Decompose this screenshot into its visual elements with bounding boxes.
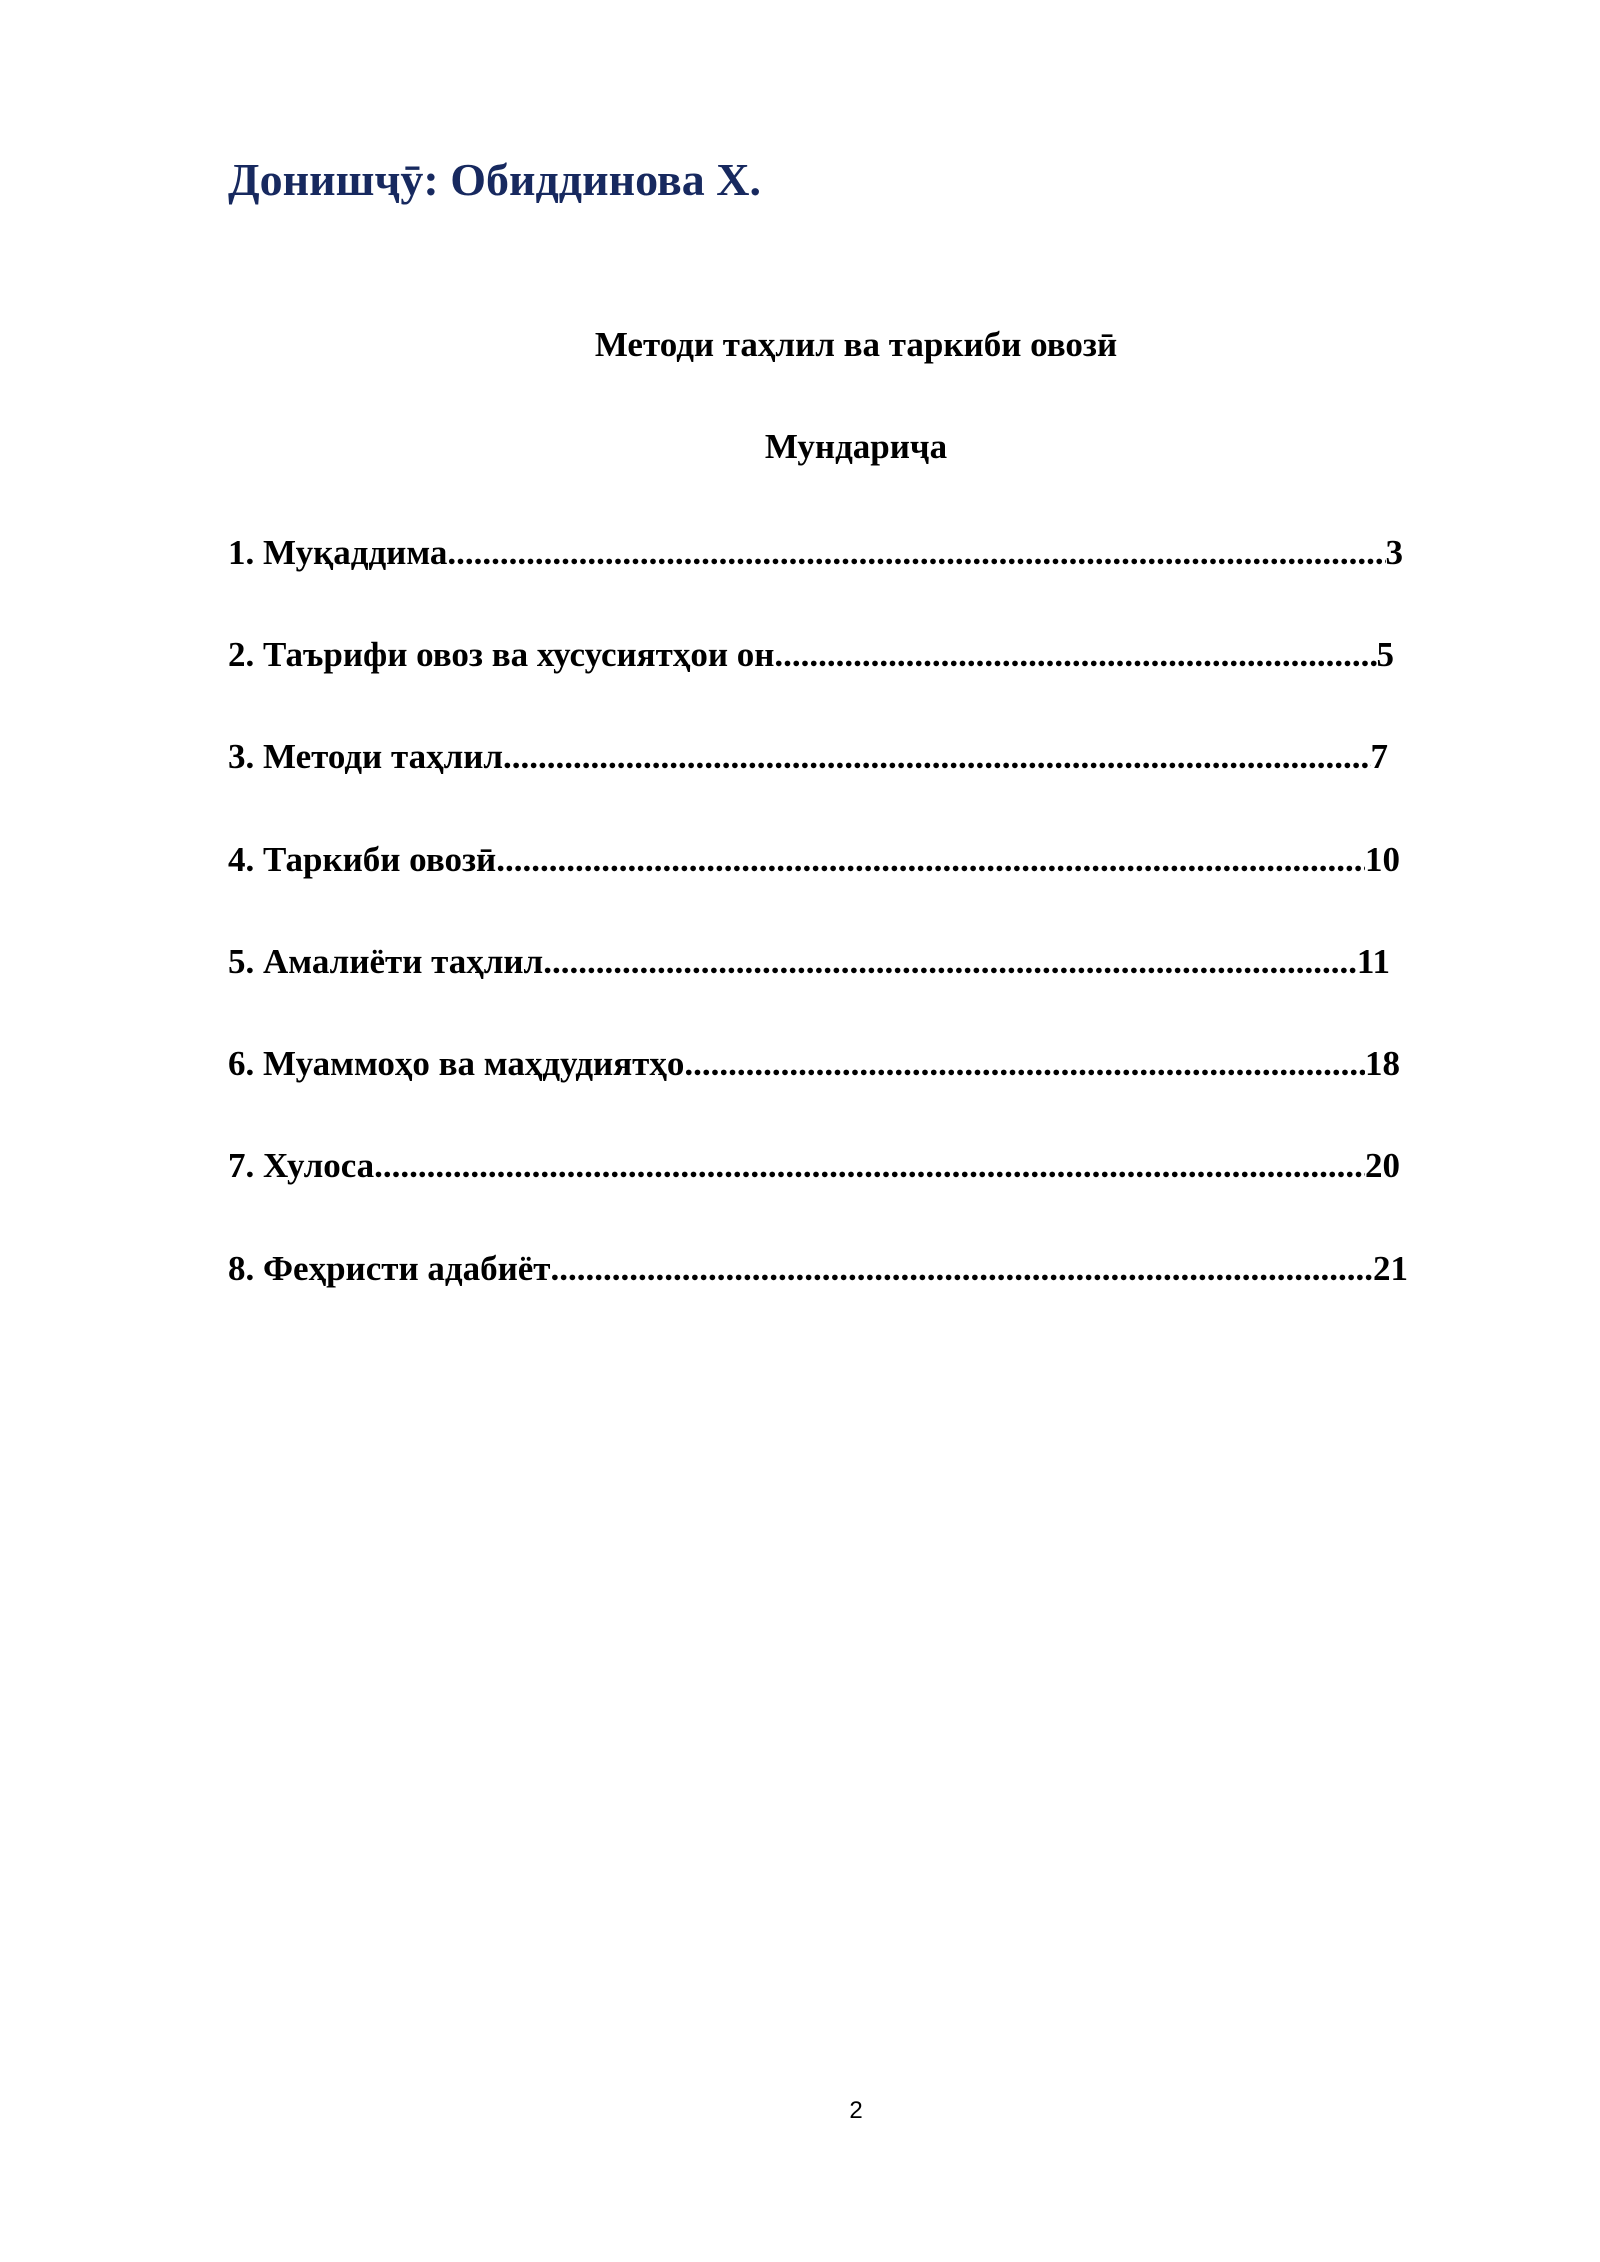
toc-item-label: 3. Методи таҳлил bbox=[228, 737, 504, 776]
toc-dot-leader bbox=[543, 939, 1357, 985]
toc-item-label: 6. Муаммоҳо ва маҳдудиятҳо bbox=[228, 1044, 685, 1083]
toc-dot-leader bbox=[503, 734, 1370, 780]
toc-heading: Мундариҷа bbox=[764, 427, 948, 466]
toc-item bbox=[228, 734, 1388, 780]
toc-dot-leader bbox=[374, 1143, 1365, 1189]
toc-dot-leader bbox=[774, 632, 1376, 678]
toc-item bbox=[228, 530, 1403, 576]
toc-item-page: 21 bbox=[1373, 1249, 1408, 1288]
toc-item bbox=[228, 1246, 1408, 1292]
toc-item bbox=[228, 632, 1394, 678]
toc-dot-leader bbox=[496, 837, 1365, 883]
toc-item-label: 1. Муқаддима bbox=[228, 533, 448, 572]
toc-item bbox=[228, 1143, 1400, 1189]
toc-item-page: 20 bbox=[1365, 1146, 1400, 1185]
toc-item-page: 3 bbox=[1385, 533, 1403, 572]
toc-item-label: 7. Хулоса bbox=[228, 1146, 375, 1185]
toc-item-label: 8. Феҳристи адабиёт bbox=[228, 1249, 551, 1288]
toc-item-page: 11 bbox=[1356, 942, 1390, 981]
toc-item bbox=[228, 837, 1400, 883]
author-line: Донишҷӯ: Обиддинова Х. bbox=[228, 154, 761, 205]
toc-dot-leader bbox=[684, 1041, 1365, 1087]
toc-item-label: 4. Таркиби овозӣ bbox=[228, 840, 497, 879]
toc-dot-leader bbox=[550, 1246, 1373, 1292]
toc-item-page: 18 bbox=[1365, 1044, 1400, 1083]
toc-item bbox=[228, 939, 1390, 985]
toc-item bbox=[228, 1041, 1400, 1087]
document-title: Методи таҳлил ва таркиби овозӣ bbox=[594, 325, 1118, 364]
toc-item-page: 5 bbox=[1376, 635, 1394, 674]
toc-item-label: 2. Таърифи овоз ва хусусиятҳои он bbox=[228, 635, 775, 674]
toc-item-label: 5. Амалиёти таҳлил bbox=[228, 942, 544, 981]
toc-item-page: 7 bbox=[1370, 737, 1388, 776]
page-number: 2 bbox=[849, 2097, 863, 2124]
toc-item-page: 10 bbox=[1365, 840, 1400, 879]
toc-dot-leader bbox=[447, 530, 1385, 576]
